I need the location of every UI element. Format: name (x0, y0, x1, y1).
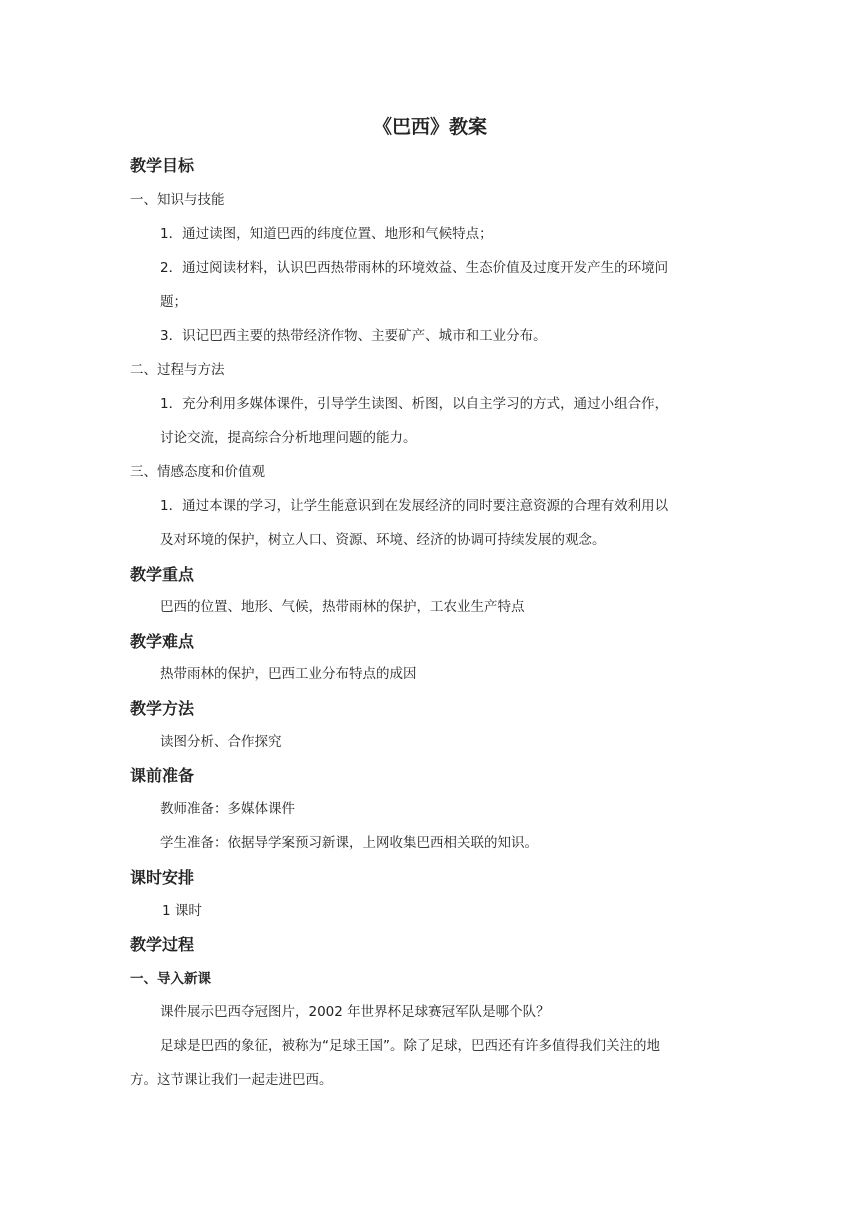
objective-method-1-cont: 讨论交流，提高综合分析地理问题的能力。 (160, 430, 417, 446)
key-points-text: 巴西的位置、地形、气候，热带雨林的保护，工农业生产特点 (160, 599, 525, 615)
objective-item-3: 3．识记巴西主要的热带经济作物、主要矿产、城市和工业分布。 (160, 328, 547, 344)
objectives-section3-label: 三、情感态度和价值观 (130, 464, 265, 480)
heading-methods: 教学方法 (130, 699, 195, 718)
objective-values-1-cont: 及对环境的保护，树立人口、资源、环境、经济的协调可持续发展的观念。 (160, 532, 606, 548)
heading-key-points: 教学重点 (130, 565, 195, 584)
objective-item-2: 2．通过阅读材料，认识巴西热带雨林的环境效益、生态价值及过度开发产生的环境问 (160, 260, 669, 276)
document-title: 《巴西》教案 (372, 116, 487, 138)
process-line-1: 课件展示巴西夺冠图片，2002 年世界杯足球赛冠军队是哪个队？ (160, 1004, 550, 1020)
heading-objectives: 教学目标 (130, 156, 195, 175)
objectives-section2-label: 二、过程与方法 (130, 362, 225, 378)
heading-preparation: 课前准备 (130, 766, 195, 785)
objectives-section1-label: 一、知识与技能 (130, 192, 225, 208)
methods-text: 读图分析、合作探究 (160, 734, 282, 750)
process-line-3: 方。这节课让我们一起走进巴西。 (130, 1072, 333, 1088)
preparation-student: 学生准备：依据导学案预习新课，上网收集巴西相关联的知识。 (160, 835, 538, 851)
schedule-text: 1 课时 (162, 903, 202, 919)
heading-process: 教学过程 (130, 935, 195, 954)
objective-item-2-cont: 题； (160, 294, 187, 310)
process-section1-label: 一、导入新课 (130, 971, 211, 987)
difficulties-text: 热带雨林的保护，巴西工业分布特点的成因 (160, 666, 417, 682)
objective-values-1: 1．通过本课的学习，让学生能意识到在发展经济的同时要注意资源的合理有效利用以 (160, 498, 669, 514)
heading-schedule: 课时安排 (130, 868, 195, 887)
process-line-2: 足球是巴西的象征，被称为“足球王国”。除了足球，巴西还有许多值得我们关注的地 (160, 1038, 660, 1054)
preparation-teacher: 教师准备：多媒体课件 (160, 801, 295, 817)
heading-difficulties: 教学难点 (130, 632, 195, 651)
objective-item-1: 1．通过读图，知道巴西的纬度位置、地形和气候特点； (160, 226, 493, 242)
objective-method-1: 1．充分利用多媒体课件，引导学生读图、析图，以自主学习的方式，通过小组合作， (160, 396, 669, 412)
